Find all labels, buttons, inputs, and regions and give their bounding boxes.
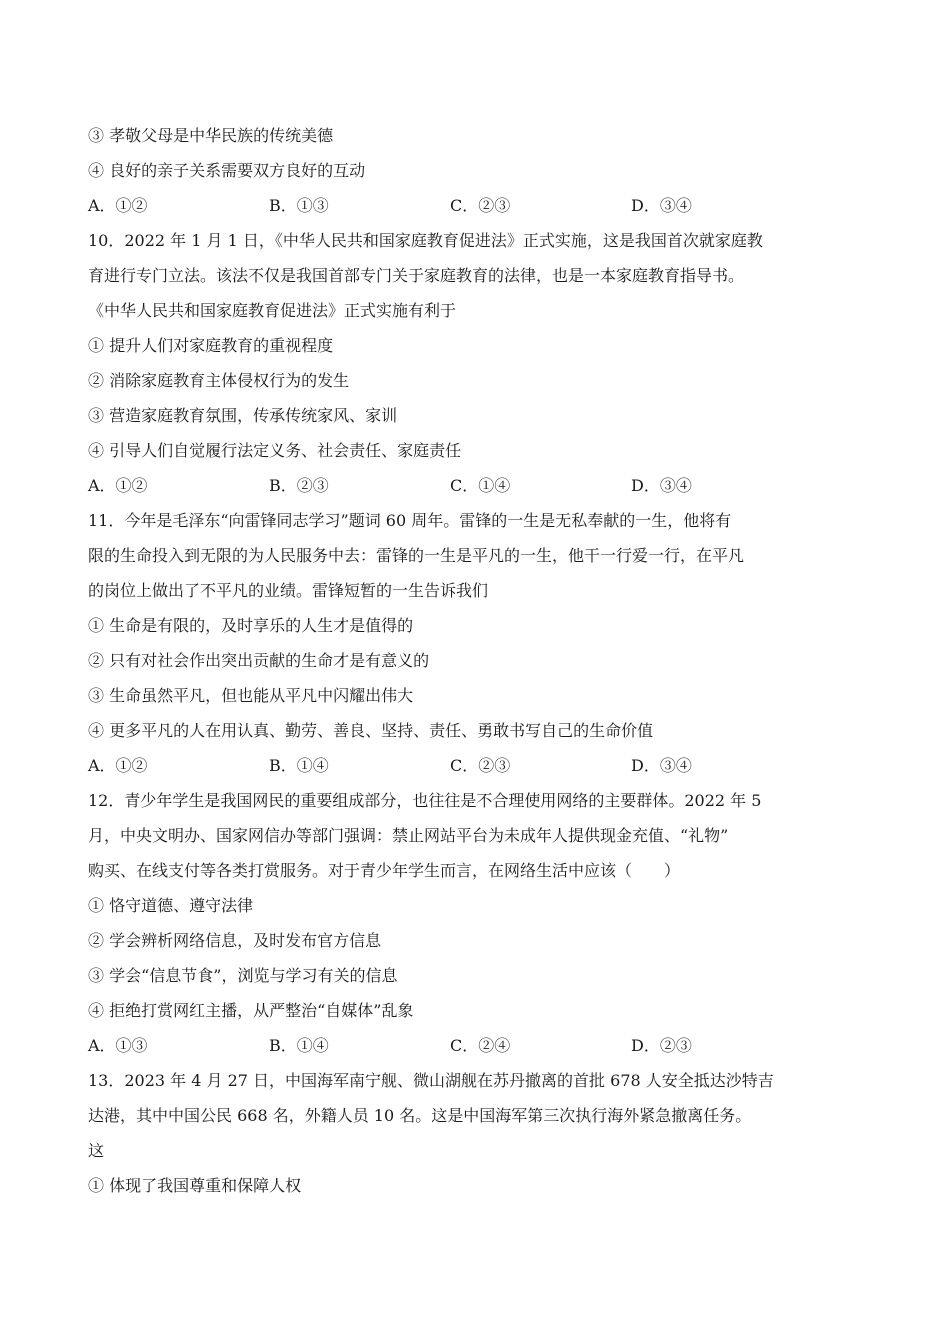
option-d: D．③④: [631, 196, 692, 215]
choice-item: ① 体现了我国尊重和保障人权: [88, 1176, 302, 1195]
choice-item: ④ 引导人们自觉履行法定义务、社会责任、家庭责任: [88, 441, 462, 460]
choice-item: ③ 生命虽然平凡，但也能从平凡中闪耀出伟大: [88, 686, 414, 705]
answer-options: [88, 1028, 812, 1063]
question-stem: 限的生命投入到无限的为人民服务中去：雷锋的一生是平凡的一生，他干一行爱一行，在平凡: [88, 546, 745, 565]
question-stem: 10．2022 年 1 月 1 日，《中华人民共和国家庭教育促进法》正式实施，这是我国首次就家庭教: [88, 231, 763, 250]
question-block: [88, 118, 812, 1203]
answer-options: [88, 748, 812, 783]
option-c: C．②④: [450, 1036, 511, 1055]
choice-item: ④ 更多平凡的人在用认真、勤劳、善良、坚持、责任、勇敢书写自己的生命价值: [88, 721, 654, 740]
choice-item: ② 只有对社会作出突出贡献的生命才是有意义的: [88, 651, 430, 670]
answer-options: [88, 468, 812, 503]
option-c: C．②③: [450, 756, 511, 775]
option-b: B．①③: [269, 196, 329, 215]
choice-item: ① 提升人们对家庭教育的重视程度: [88, 336, 334, 355]
option-a: A．①③: [88, 1036, 148, 1055]
choice-item: ③ 孝敬父母是中华民族的传统美德: [88, 126, 334, 145]
choice-item: ④ 拒绝打赏网红主播，从严整治“自媒体”乱象: [88, 1001, 414, 1020]
question-stem: 月，中央文明办、国家网信办等部门强调：禁止网站平台为未成年人提供现金充值、“礼物”: [88, 826, 729, 845]
option-a: A．①②: [88, 196, 148, 215]
option-b: B．①④: [269, 1036, 329, 1055]
choice-item: ② 学会辨析网络信息，及时发布官方信息: [88, 931, 382, 950]
option-b: B．①④: [269, 756, 329, 775]
choice-item: ① 恪守道德、遵守法律: [88, 896, 254, 915]
question-stem: 12．青少年学生是我国网民的重要组成部分，也往往是不合理使用网络的主要群体。2022 年 5: [88, 791, 762, 810]
option-d: D．③④: [631, 476, 692, 495]
option-d: D．②③: [631, 1036, 692, 1055]
question-stem: 达港，其中中国公民 668 名，外籍人员 10 名。这是中国海军第三次执行海外紧急撤离任务。: [88, 1106, 752, 1125]
choice-item: ② 消除家庭教育主体侵权行为的发生: [88, 371, 350, 390]
question-stem: 13．2023 年 4 月 27 日，中国海军南宁舰、微山湖舰在苏丹撤离的首批 678 人安全抵达沙特吉: [88, 1071, 774, 1090]
choice-item: ① 生命是有限的，及时享乐的人生才是值得的: [88, 616, 414, 635]
option-a: A．①②: [88, 476, 148, 495]
option-b: B．②③: [269, 476, 329, 495]
choice-item: ③ 学会“信息节食”，浏览与学习有关的信息: [88, 966, 398, 985]
option-d: D．③④: [631, 756, 692, 775]
option-c: C．②③: [450, 196, 511, 215]
question-stem: 育进行专门立法。该法不仅是我国首部专门关于家庭教育的法律，也是一本家庭教育指导书。: [88, 266, 745, 285]
question-stem: 购买、在线支付等各类打赏服务。对于青少年学生而言，在网络生活中应该（ ）: [88, 861, 681, 880]
question-stem: 这: [88, 1141, 105, 1160]
question-stem: 11．今年是毛泽东“向雷锋同志学习”题词 60 周年。雷锋的一生是无私奉献的一生，他将有: [88, 511, 732, 530]
choice-item: ③ 营造家庭教育氛围，传承传统家风、家训: [88, 406, 398, 425]
question-stem: 《中华人民共和国家庭教育促进法》正式实施有利于: [88, 301, 457, 320]
choice-item: ④ 良好的亲子关系需要双方良好的互动: [88, 161, 366, 180]
option-a: A．①②: [88, 756, 148, 775]
answer-options: [88, 188, 812, 223]
question-stem: 的岗位上做出了不平凡的业绩。雷锋短暂的一生告诉我们: [88, 581, 489, 600]
option-c: C．①④: [450, 476, 511, 495]
